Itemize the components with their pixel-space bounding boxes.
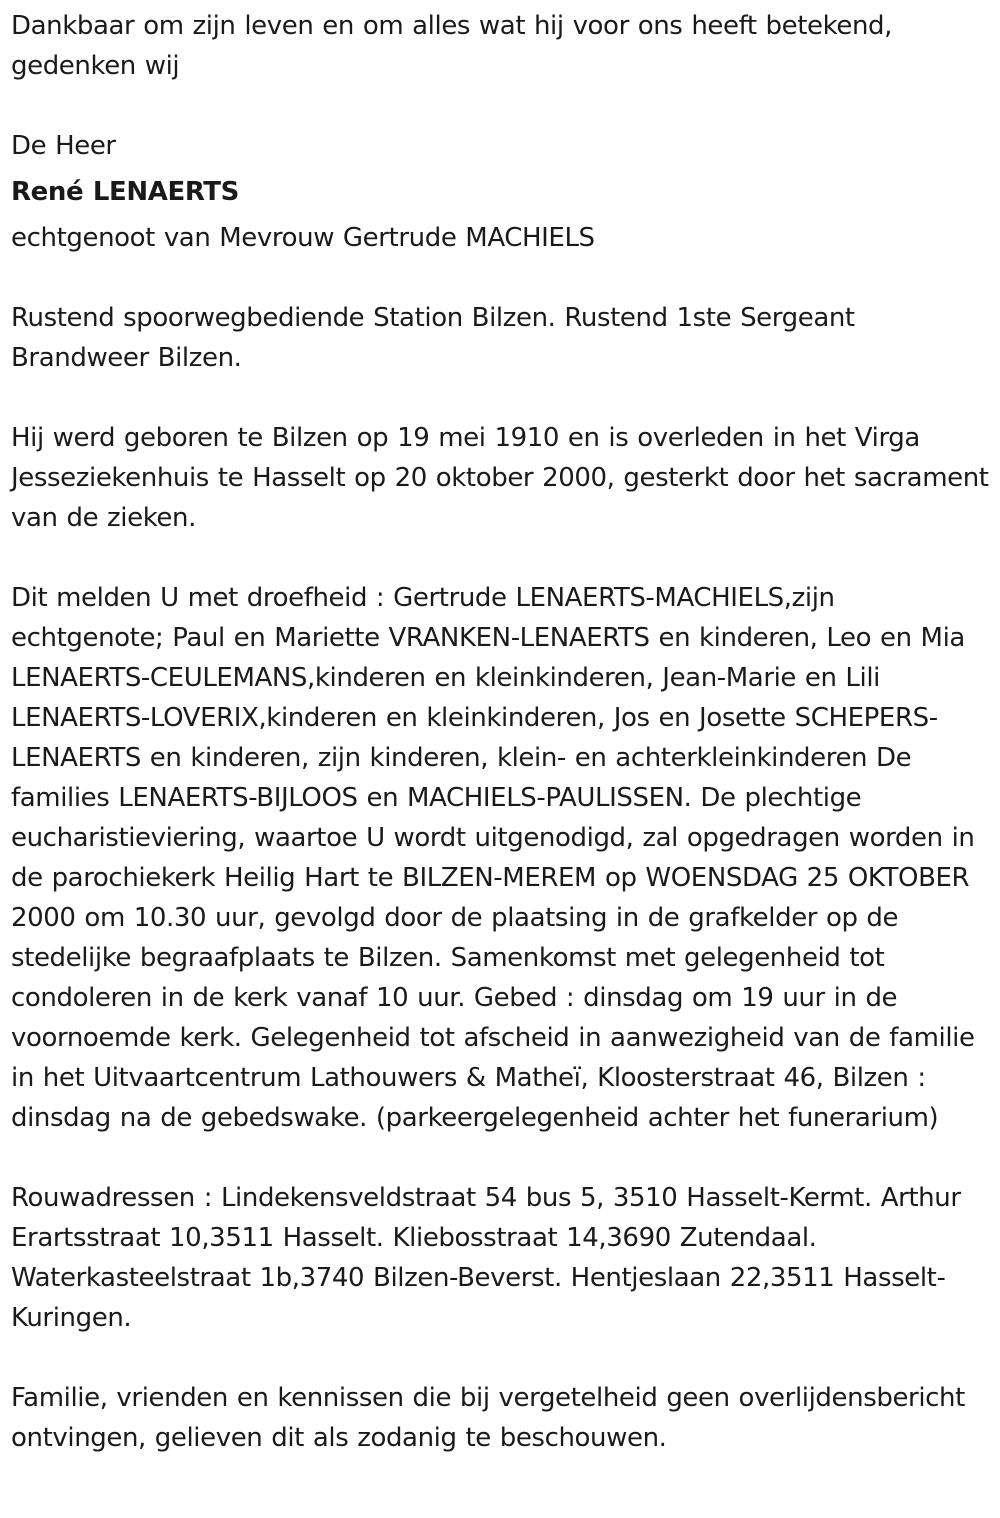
intro-text: Dankbaar om zijn leven en om alles wat hij voor ons heeft betekend, gedenken wij	[11, 11, 893, 81]
honorific: De Heer	[11, 131, 116, 161]
spouse-line: echtgenoot van Mevrouw Gertrude MACHIELS	[11, 223, 595, 253]
mourning-addresses: Rouwadressen : Lindekensveldstraat 54 bus 5, 3510 Hasselt-Kermt. Arthur Erartsstraat 10,3511 Hasselt. Kliebosstraat 14,3690 Zutendaal. Waterkasteelstraat 1b,3740 Bilzen-Beverst. Hentjeslaan 22,3511 Hasselt-Kuringen.	[11, 1183, 961, 1333]
occupation-text: Rustend spoorwegbediende Station Bilzen. Rustend 1ste Sergeant Brandweer Bilzen.	[11, 303, 855, 373]
deceased-name: René LENAERTS	[11, 177, 239, 207]
closing-text: Familie, vrienden en kennissen die bij vergetelheid geen overlijdensbericht ontvingen, gelieven dit als zodanig te beschouwen.	[11, 1383, 965, 1453]
birth-death-text: Hij werd geboren te Bilzen op 19 mei 1910 en is overleden in het Virga Jesseziekenhuis te Hasselt op 20 oktober 2000, gesterkt door het sacrament van de zieken.	[11, 423, 989, 533]
announcement-text: Dit melden U met droefheid : Gertrude LENAERTS-MACHIELS,zijn echtgenote; Paul en Mariette VRANKEN-LENAERTS en kinderen, Leo en Mia LENAERTS-CEULEMANS,kinderen en kleinkinderen, Jean-Marie en Lili LENAERTS-LOVERIX,kinderen en kleinkinderen, Jos en Josette SCHEPERS-LENAERTS en kinderen, zijn kinderen, klein- en achterkleinkinderen De families LENAERTS-BIJLOOS en MACHIELS-PAULISSEN. De plechtige eucharistieviering, waartoe U wordt uitgenodigd, zal opgedragen worden in de parochiekerk Heilig Hart te BILZEN-MEREM op WOENSDAG 25 OKTOBER 2000 om 10.30 uur, gevolgd door de plaatsing in de grafkelder op de stedelijke begraafplaats te Bilzen. Samenkomst met gelegenheid tot condoleren in de kerk vanaf 10 uur. Gebed : dinsdag om 19 uur in de voornoemde kerk. Gelegenheid tot afscheid in aanwezigheid van de familie in het Uitvaartcentrum Lathouwers & Matheï, Kloosterstraat 46, Bilzen : dinsdag na de gebedswake. (parkeergelegenheid achter het funerarium)	[11, 583, 975, 1133]
